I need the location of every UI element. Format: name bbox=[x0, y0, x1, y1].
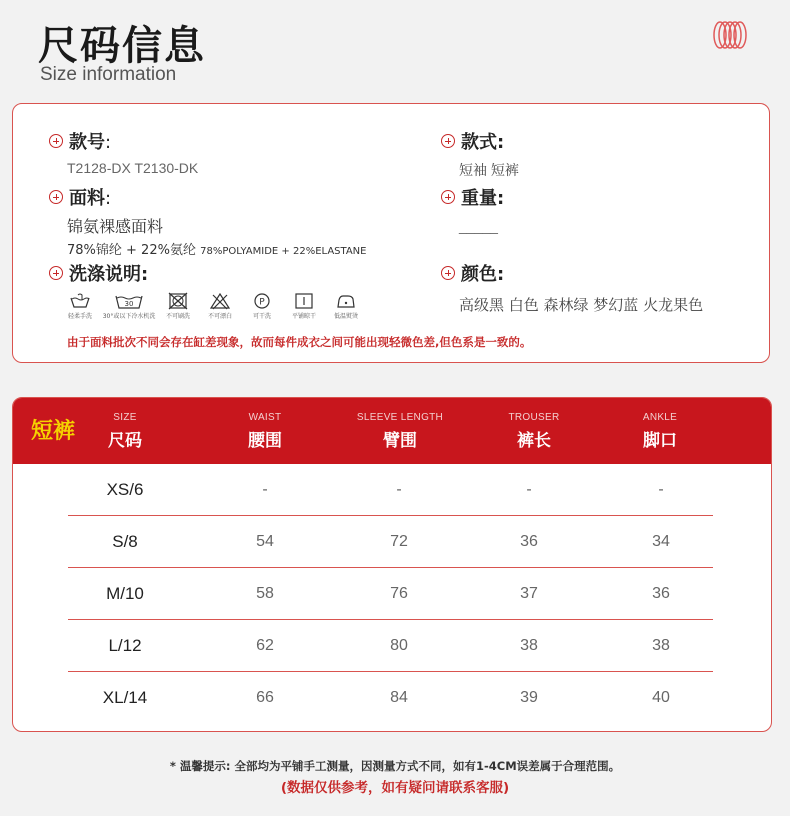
wash-field bbox=[49, 260, 361, 320]
color-value: 高级黑 白色 森林绿 梦幻蓝 火龙果色 bbox=[459, 296, 704, 314]
size-table bbox=[12, 397, 772, 732]
color-field bbox=[441, 260, 703, 315]
table-cell: XS/6 bbox=[106, 480, 144, 499]
plus-circle-icon bbox=[49, 266, 63, 280]
style-label: 款式: bbox=[461, 132, 505, 153]
plus-circle-icon bbox=[49, 134, 63, 148]
style-number-label: 款号: bbox=[69, 132, 112, 153]
table-row bbox=[68, 516, 713, 568]
weight-label: 重量: bbox=[461, 188, 505, 209]
table-row bbox=[68, 464, 713, 516]
color-difference-notice: 由于面料批次不同会存在缸差现象，故而每件成衣之间可能出现轻微色差,但色系是一致的。 bbox=[67, 335, 532, 349]
style-value: 短袖 短裤 bbox=[459, 162, 519, 178]
table-cell: - bbox=[658, 481, 664, 498]
rings-decoration-icon bbox=[712, 20, 748, 50]
table-cell: 54 bbox=[256, 533, 274, 550]
table-cell: 72 bbox=[390, 533, 408, 550]
svg-text:30: 30 bbox=[124, 300, 134, 308]
table-row bbox=[68, 620, 713, 672]
size-table-body bbox=[68, 464, 713, 723]
weight-value: _____ bbox=[459, 218, 498, 234]
plus-circle-icon bbox=[441, 190, 455, 204]
style-number-field bbox=[49, 128, 198, 176]
weight-field bbox=[441, 184, 504, 234]
plus-circle-icon bbox=[441, 134, 455, 148]
table-cell: 40 bbox=[652, 689, 670, 706]
fabric-name: 锦氨裸感面料 bbox=[67, 217, 164, 236]
table-cell: M/10 bbox=[106, 584, 144, 603]
style-field bbox=[441, 128, 519, 180]
table-cell: 38 bbox=[652, 637, 670, 654]
table-cell: - bbox=[262, 481, 268, 498]
fabric-label: 面料: bbox=[69, 188, 112, 209]
svg-text:P: P bbox=[259, 297, 265, 308]
table-cell: - bbox=[526, 481, 532, 498]
table-cell: 36 bbox=[652, 585, 670, 602]
table-cell: 34 bbox=[652, 533, 670, 550]
table-cell: 36 bbox=[520, 533, 538, 550]
category-label: 短裤 bbox=[31, 419, 76, 444]
no-bleach-icon: 不可漂白 bbox=[205, 292, 235, 320]
table-cell: - bbox=[396, 481, 402, 498]
fabric-composition-en: 78%POLYAMIDE + 22%ELASTANE bbox=[200, 246, 367, 257]
machine-wash-30-icon: 30 30°或以下冷水机洗 bbox=[107, 292, 151, 320]
table-row bbox=[68, 568, 713, 620]
table-cell: 84 bbox=[390, 689, 408, 706]
table-cell: XL/14 bbox=[102, 688, 148, 707]
low-iron-icon: 低温熨烫 bbox=[331, 292, 361, 320]
table-cell: 58 bbox=[256, 585, 274, 602]
column-header-waist: WAIST 腰围 bbox=[248, 412, 282, 451]
table-cell: 66 bbox=[256, 689, 274, 706]
measurement-tip: * 温馨提示: 全部均为平铺手工测量，因测量方式不同，如有1-4CM误差属于合理范围。 bbox=[169, 759, 621, 773]
flat-dry-icon: 平铺晾干 bbox=[289, 292, 319, 320]
table-cell: 38 bbox=[520, 637, 538, 654]
no-tumble-dry-icon: 不可刷洗 bbox=[163, 292, 193, 320]
table-cell: 62 bbox=[256, 637, 274, 654]
dry-clean-icon: P 可干洗 bbox=[247, 292, 277, 320]
table-row bbox=[68, 672, 713, 723]
product-info-card bbox=[12, 103, 770, 363]
plus-circle-icon bbox=[49, 190, 63, 204]
table-cell: 80 bbox=[390, 637, 408, 654]
fabric-field bbox=[49, 184, 366, 258]
column-header-ankle: ANKLE 脚口 bbox=[642, 412, 678, 451]
wash-label: 洗涤说明: bbox=[69, 264, 149, 285]
table-cell: 37 bbox=[520, 585, 538, 602]
fabric-composition: 78%锦纶 + 22%氨纶 78%POLYAMIDE + 22%ELASTANE bbox=[67, 243, 367, 258]
column-header-sleeve: SLEEVE LENGTH 臂围 bbox=[356, 412, 444, 451]
column-header-trouser: TROUSER 裤长 bbox=[508, 412, 560, 451]
page-subtitle: Size information bbox=[40, 64, 177, 85]
size-table-header bbox=[13, 398, 771, 464]
plus-circle-icon bbox=[441, 266, 455, 280]
column-header-size: SIZE 尺码 bbox=[108, 412, 142, 451]
reference-note: (数据仅供参考，如有疑问请联系客服) bbox=[280, 780, 510, 796]
page-title: 尺码信息 bbox=[38, 23, 206, 69]
hand-wash-icon: 轻柔手洗 bbox=[65, 292, 95, 320]
table-cell: 76 bbox=[390, 585, 408, 602]
table-cell: 39 bbox=[520, 689, 538, 706]
table-cell: L/12 bbox=[108, 636, 142, 655]
table-cell: S/8 bbox=[112, 532, 138, 551]
style-number-value: T2128-DX T2130-DK bbox=[67, 160, 199, 176]
color-label: 颜色: bbox=[461, 264, 505, 285]
